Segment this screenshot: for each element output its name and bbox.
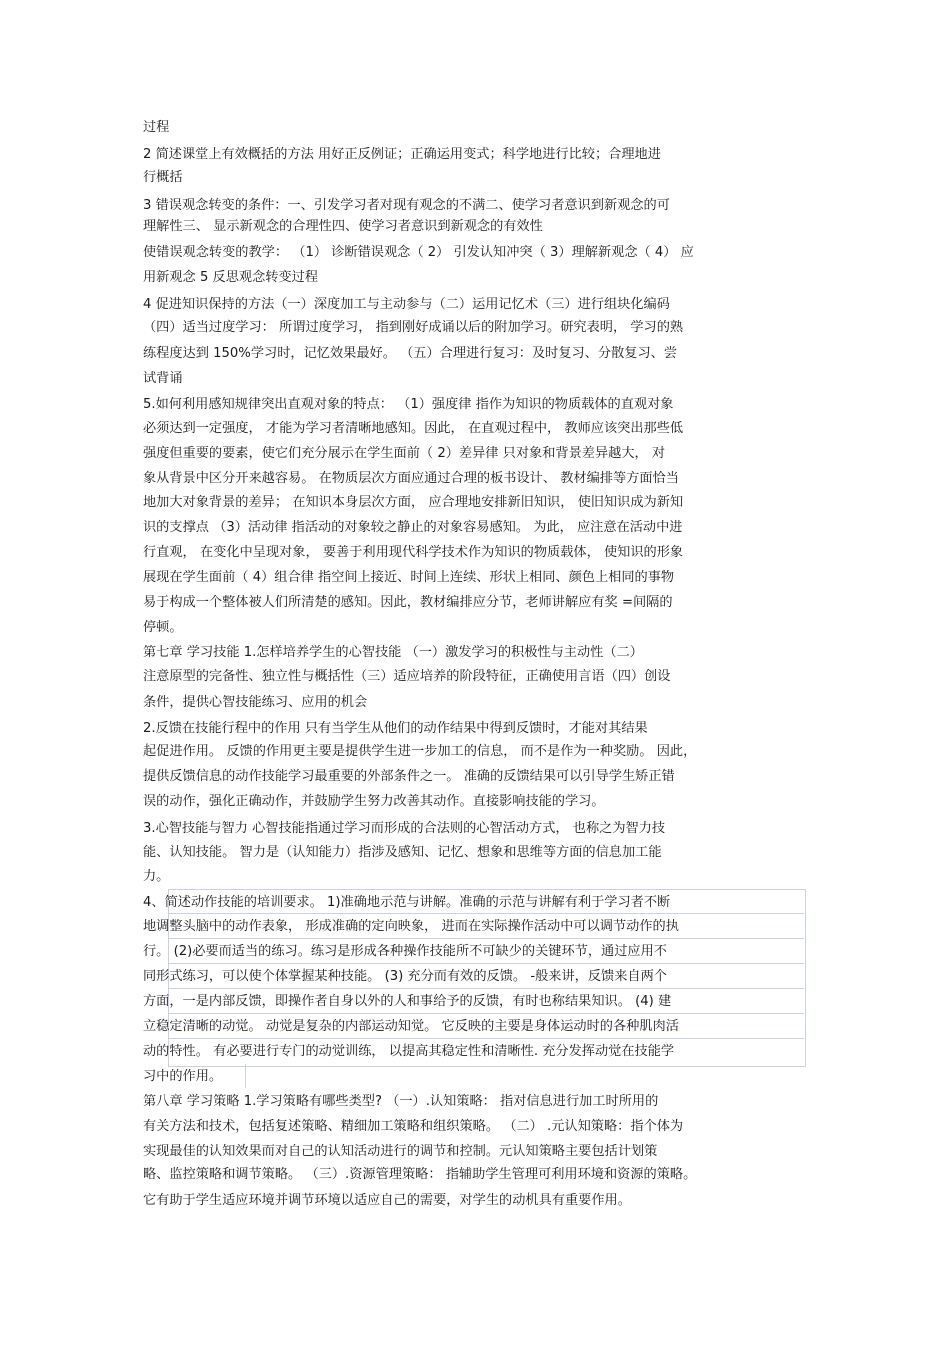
text-line: 行概括 bbox=[143, 170, 183, 185]
text-line: 第八章 学习策略 1.学习策略有哪些类型? （一）.认知策略： 指对信息进行加工时所用的 bbox=[143, 1094, 659, 1109]
text-line: 3.心智技能与智力 心智技能指通过学习而形成的合法则的心智活动方式， 也称之为智力技 bbox=[143, 821, 666, 836]
text-line: 提供反馈信息的动作技能学习最重要的外部条件之一。 准确的反馈结果可以引导学生矫正错 bbox=[143, 769, 675, 784]
highlight-row-divider bbox=[168, 1038, 804, 1039]
text-line: 理解性三、 显示新观念的合理性四、使学习者意识到新观念的有效性 bbox=[143, 219, 543, 234]
text-line: 4、简述动作技能的培训要求。 1)准确地示范与讲解。准确的示范与讲解有利于学习者不断 bbox=[143, 895, 671, 910]
text-line: 识的支撑点 （3）活动律 指活动的对象较之静止的对象容易感知。 为此， 应注意在活动中进 bbox=[143, 520, 683, 535]
text-line: 象从背景中区分开来越容易。 在物质层次方面应通过合理的板书设计、 教材编排等方面恰当 bbox=[143, 471, 679, 486]
text-line: 习中的作用。 bbox=[143, 1069, 223, 1084]
text-line: 实现最佳的认知效果而对自己的认知活动进行的调节和控制。元认知策略主要包括计划策 bbox=[143, 1144, 658, 1159]
text-line: 它有助于学生适应环境并调节环境以适应自己的需要，对学生的动机具有重要作用。 bbox=[143, 1193, 631, 1208]
text-line: 用新观念 5 反思观念转变过程 bbox=[143, 270, 319, 285]
text-line: 2.反馈在技能行程中的作用 只有当学生从他们的动作结果中得到反馈时，才能对其结果 bbox=[143, 721, 648, 736]
text-line: 使错误观念转变的教学： （1） 诊断错误观念（ 2） 引发认知冲突（ 3）理解新观念（ 4） 应 bbox=[143, 245, 694, 260]
text-line: 方面，一是内部反馈，即操作者自身以外的人和事给予的反馈，有时也称结果知识。 (4) 建 bbox=[143, 994, 672, 1009]
text-line: 立稳定清晰的动觉。 动觉是复杂的内部运动知觉。 它反映的主要是身体运动时的各种肌肉活 bbox=[143, 1019, 679, 1034]
text-line: 行直观， 在变化中呈现对象， 要善于利用现代科学技术作为知识的物质载体， 使知识的形象 bbox=[143, 545, 684, 560]
text-line: 起促进作用。 反馈的作用更主要是提供学生进一步加工的信息， 而不是作为一种奖励。 因此， bbox=[143, 744, 697, 759]
text-line: 注意原型的完备性、独立性与概括性（三）适应培养的阶段特征，正确使用言语（四）创设 bbox=[143, 669, 671, 684]
text-line: 练程度达到 150%学习时，记忆效果最好。 （五）合理进行复习：及时复习、分散复习、尝 bbox=[143, 346, 678, 361]
text-line: 条件，提供心智技能练习、应用的机会 bbox=[143, 695, 368, 710]
text-line: 第七章 学习技能 1.怎样培养学生的心智技能 （一）激发学习的积极性与主动性（二） bbox=[143, 645, 643, 660]
text-line: 同形式练习，可以使个体掌握某种技能。 (3) 充分而有效的反馈。 -般来讲，反馈来自两个 bbox=[143, 969, 667, 984]
text-line: 地调整头脑中的动作表象， 形成准确的定向映象， 进而在实际操作活动中可以调节动作的执 bbox=[143, 919, 679, 934]
text-line: 必须达到一定强度， 才能为学习者清晰地感知。因此， 在直观过程中， 教师应该突出那些低 bbox=[143, 421, 684, 436]
text-line: 地加大对象背景的差异； 在知识本身层次方面， 应合理地安排新旧知识， 使旧知识成为新知 bbox=[143, 495, 684, 510]
highlight-row-divider bbox=[168, 1013, 804, 1014]
highlight-row-divider bbox=[168, 988, 804, 989]
text-line: 有关方法和技术，包括复述策略、精细加工策略和组织策略。 （二） .元认知策略：指个体为 bbox=[143, 1119, 684, 1134]
text-line: 能、认知技能。 智力是（认知能力）指涉及感知、记忆、想象和思维等方面的信息加工能 bbox=[143, 845, 662, 860]
text-line: 展现在学生面前（ 4）组合律 指空间上接近、时间上连续、形状上相同、颜色上相同的事物 bbox=[143, 570, 675, 585]
text-line: （四）适当过度学习： 所谓过度学习， 指到刚好成诵以后的附加学习。研究表明， 学习的熟 bbox=[143, 320, 684, 335]
text-line: 过程 bbox=[143, 120, 170, 135]
text-line: 停顿。 bbox=[143, 620, 183, 635]
text-line: 行。 (2)必要而适当的练习。练习是形成各种操作技能所不可缺少的关键环节，通过应用不 bbox=[143, 944, 667, 959]
text-line: 5.如何利用感知规律突出直观对象的特点： （1）强度律 指作为知识的物质载体的直观对象 bbox=[143, 397, 674, 412]
text-line: 误的动作，强化正确动作，并鼓励学生努力改善其动作。直接影响技能的学习。 bbox=[143, 794, 605, 809]
text-line: 2 简述课堂上有效概括的方法 用好正反例证；正确运用变式；科学地进行比较；合理地进 bbox=[143, 147, 661, 162]
highlight-row-divider bbox=[168, 913, 804, 914]
text-line: 4 促进知识保持的方法（一）深度加工与主动参与（二）运用记忆术（三）进行组块化编码 bbox=[143, 297, 670, 312]
text-line: 动的特性。 有必要进行专门的动觉训练， 以提高其稳定性和清晰性. 充分发挥动觉在技能学 bbox=[143, 1044, 675, 1059]
text-line: 强度但重要的要素，使它们充分展示在学生面前（ 2）差异律 只对象和背景差异越大， 对 bbox=[143, 446, 666, 461]
text-line: 3 错误观念转变的条件：一、引发学习者对现有观念的不满二、使学习者意识到新观念的可 bbox=[143, 198, 670, 213]
highlight-row-divider bbox=[168, 938, 804, 939]
text-line: 略、监控策略和调节策略。 （三）.资源管理策略： 指辅助学生管理可利用环境和资源的策略。 bbox=[143, 1167, 697, 1182]
text-line: 力。 bbox=[143, 869, 170, 884]
highlight-row-divider bbox=[168, 963, 804, 964]
text-line: 试背诵 bbox=[143, 371, 183, 386]
text-line: 易于构成一个整体被人们所清楚的感知。因此，教材编排应分节，老师讲解应有奖 =间隔的 bbox=[143, 595, 673, 610]
